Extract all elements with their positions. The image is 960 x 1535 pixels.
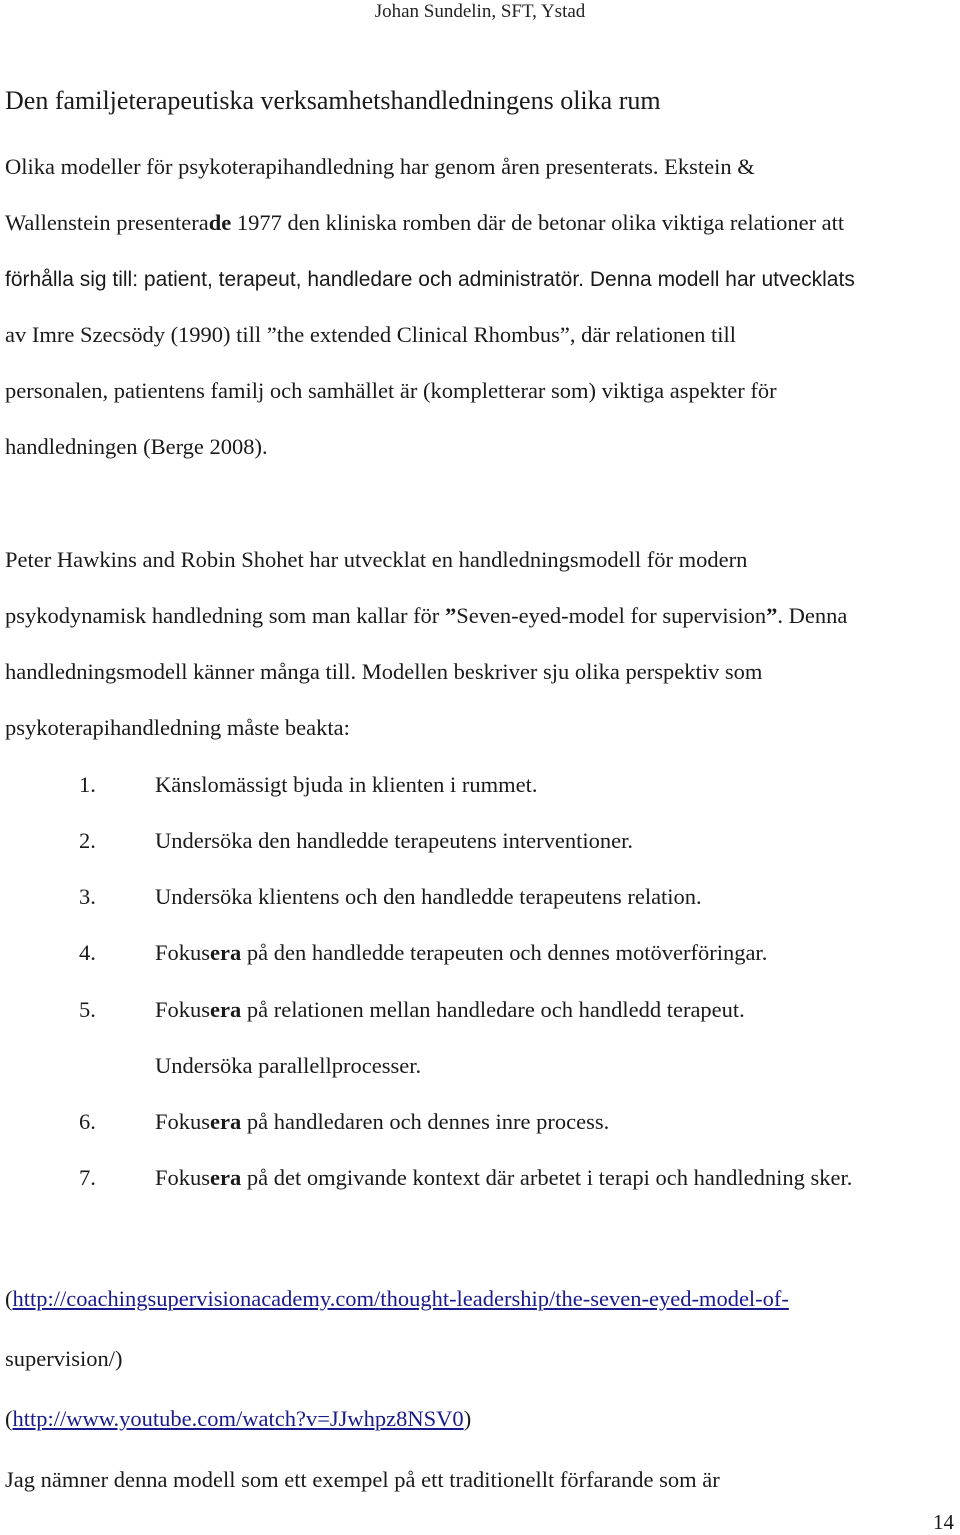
paren-close: ) [463,1406,472,1431]
model-name: Seven-eyed-model for supervision [456,603,767,628]
paragraph-1-line-5: personalen, patientens familj och samhället är (kompletterar som) viktiga aspekter för [5,378,777,403]
paragraph-2-line-1: Peter Hawkins and Robin Shohet har utvecklat en handledningsmodell för modern [5,547,748,572]
list-item [155,1163,852,1193]
list-number: 7. [79,1165,96,1190]
reference-1 [5,1284,789,1314]
bold-span: era [210,1165,242,1190]
paragraph-1-line-2 [5,208,844,238]
text-span: på handledaren och dennes inre process. [241,1109,610,1134]
list-number: 6. [79,1109,96,1134]
sans-span: Denna modell har utvecklats [584,268,855,291]
text-span: 1977 den kliniska romben där de betonar olika viktiga relationer att [231,210,845,235]
list-number: 2. [79,828,96,853]
list-item [155,995,745,1025]
list-item-continuation: Undersöka parallellprocesser. [155,1053,422,1078]
bold-quote: ” [444,603,457,628]
paragraph-2-line-4: psykoterapihandledning måste beakta: [5,715,350,740]
page-header: Johan Sundelin, SFT, Ystad [374,1,586,22]
paragraph-1-line-4: av Imre Szecsödy (1990) till ”the extended Clinical Rhombus”, där relationen till [5,322,737,347]
page-number: 14 [933,1510,954,1534]
paragraph-2-line-3: handledningsmodell känner många till. Modellen beskriver sju olika perspektiv som [5,659,763,684]
reference-1-continuation: supervision/) [5,1346,123,1371]
reference-link-2[interactable]: http://www.youtube.com/watch?v=JJwhpz8NSV0 [12,1406,464,1431]
bold-span: era [210,1109,242,1134]
text-span: på det omgivande kontext där arbetet i terapi och handledning sker. [241,1165,853,1190]
text-span: Fokus [155,940,211,965]
paragraph-1-line-6: handledningen (Berge 2008). [5,434,268,459]
paren-open: ( [5,1406,13,1431]
section-title: Den familjeterapeutiska verksamhetshandledningens olika rum [5,86,661,115]
list-item: Känslomässigt bjuda in klienten i rummet. [155,772,538,797]
list-number: 1. [79,772,96,797]
reference-2 [5,1404,471,1434]
text-span: Fokus [155,1165,211,1190]
bold-span: era [210,940,242,965]
text-span: Fokus [155,1109,211,1134]
bold-quote: ” [766,603,778,628]
text-span: psykodynamisk handledning som man kallar för [5,603,445,628]
reference-link-1[interactable]: http://coachingsupervisionacademy.com/thought-leadership/the-seven-eyed-model-of- [12,1286,789,1311]
paren-open: ( [5,1286,13,1311]
text-span: Fokus [155,997,211,1022]
paragraph-2-line-2 [5,601,847,631]
paragraph-1-line-1: Olika modeller för psykoterapihandledning har genom åren presenterats. Ekstein & [5,154,755,179]
list-number: 3. [79,884,96,909]
bold-span: de [208,210,232,235]
list-item [155,938,767,968]
paragraph-1-line-3 [5,264,855,295]
closing-line: Jag nämner denna modell som ett exempel på ett traditionellt förfarande som är [5,1467,720,1492]
list-item [155,1107,609,1137]
sans-span: förhålla sig till: patient, terapeut, handledare och administratör. [5,268,585,291]
list-item: Undersöka den handledde terapeutens interventioner. [155,828,633,853]
bold-span: era [210,997,242,1022]
list-item: Undersöka klientens och den handledde terapeutens relation. [155,884,702,909]
text-span: på relationen mellan handledare och handledd terapeut. [241,997,745,1022]
list-number: 5. [79,997,96,1022]
text-span: . Denna [777,603,848,628]
text-span: på den handledde terapeuten och dennes motöverföringar. [241,940,768,965]
list-number: 4. [79,940,96,965]
text-span: Wallenstein presentera [5,210,209,235]
